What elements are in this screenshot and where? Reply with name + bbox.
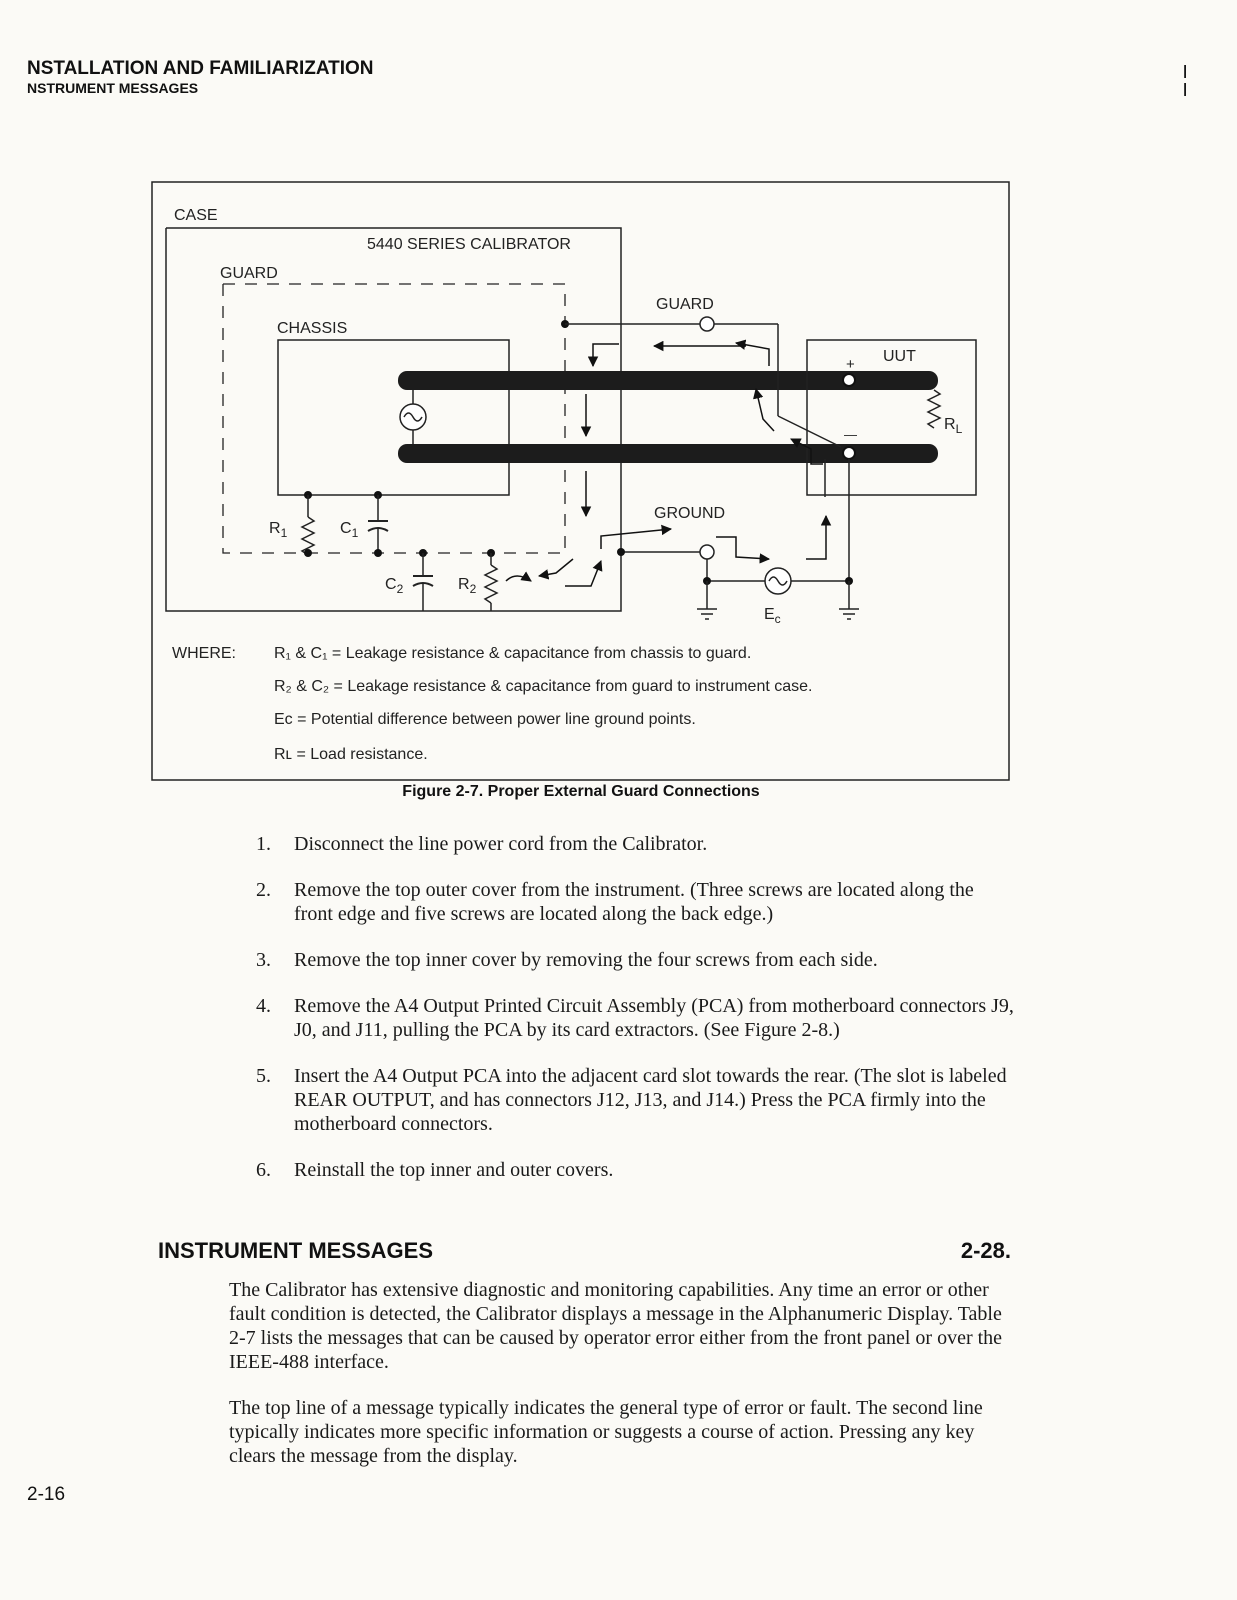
output-lead-low xyxy=(398,444,938,463)
section-paragraph-2: The top line of a message typically indicates the general type of error or fault. The second line typically indicates more specific information or suggests a course of action. Pressing any key clears the message from the display. xyxy=(229,1397,983,1467)
guard-inner-label: GUARD xyxy=(220,265,278,282)
c1-label: $C_1$ xyxy=(340,520,359,540)
section-number: 2-28. xyxy=(960,1238,1011,1263)
margin-mark: | xyxy=(1183,62,1187,78)
calibrator-label: 5440 SERIES CALIBRATOR xyxy=(367,236,571,253)
margin-mark: | xyxy=(1183,80,1187,96)
ground-terminal xyxy=(700,545,714,559)
legend-line-2: R₂ & C₂ = Leakage resistance & capacitance from guard to instrument case. xyxy=(274,678,813,695)
uut-plus: + xyxy=(846,356,855,373)
running-header-title: NSTALLATION AND FAMILIARIZATION xyxy=(27,58,374,79)
r2-label: $R_2$ xyxy=(458,576,477,596)
case-label: CASE xyxy=(174,207,218,224)
legend-line-3: Eᴄ = Potential difference between power line ground points. xyxy=(274,711,696,728)
section-paragraph-1: The Calibrator has extensive diagnostic and monitoring capabilities. Any time an error or other fault condition is detected, the Calibrator displays a message in the Alphanumeric Display. Table 2-7 lists the messages that can be caused by operator error either from the front panel or over the IEEE-488 interface. xyxy=(229,1279,1003,1373)
uut-minus: — xyxy=(844,427,857,442)
list-item: 1. Disconnect the line power cord from the Calibrator. xyxy=(256,833,708,855)
uut-low-terminal xyxy=(843,447,855,459)
chassis-label: CHASSIS xyxy=(277,320,348,337)
load-resistor-icon xyxy=(928,390,940,428)
c2-label: $C_2$ xyxy=(385,576,404,596)
legend-where: WHERE: xyxy=(172,645,236,662)
legend-line-1: R₁ & C₁ = Leakage resistance & capacitance from chassis to guard. xyxy=(274,645,752,662)
guard-enclosure xyxy=(223,284,565,553)
r2-resistor-icon xyxy=(485,565,497,603)
list-item: 3. Remove the top inner cover by removing the four screws from each side. xyxy=(256,949,878,971)
list-item: 6. Reinstall the top inner and outer covers. xyxy=(256,1159,614,1181)
list-item: 5. Insert the A4 Output PCA into the adjacent card slot towards the rear. (The slot is labeled REAR OUTPUT, and has connectors J12, J13, and J14.) Press the PCA firmly into the motherboard connectors. xyxy=(256,1065,1007,1135)
chassis-box xyxy=(278,340,509,495)
figure-caption: Figure 2-7. Proper External Guard Connections xyxy=(402,783,760,800)
page-number: 2-16 xyxy=(27,1484,66,1505)
ground-label: GROUND xyxy=(654,505,726,522)
output-lead-high xyxy=(398,371,938,390)
r1-label: $R_1$ xyxy=(269,520,288,540)
running-header-subtitle: NSTRUMENT MESSAGES xyxy=(27,80,199,96)
list-item: 4. Remove the A4 Output Printed Circuit Assembly (PCA) from motherboard connectors J9, J0, and J11, pulling the PCA by its card extractors. (See Figure 2-8.) xyxy=(256,995,1014,1041)
ec-label: $E_c$ xyxy=(764,606,781,626)
uut-high-terminal xyxy=(843,374,855,386)
section-title: INSTRUMENT MESSAGES xyxy=(158,1238,434,1263)
list-item: 2. Remove the top outer cover from the instrument. (Three screws are located along the front edge and five screws are located along the back edge.) xyxy=(256,879,974,925)
guard-terminal-label: GUARD xyxy=(656,296,714,313)
guard-terminal xyxy=(700,317,714,331)
legend-line-4: Rʟ = Load resistance. xyxy=(274,746,428,763)
guard-connection-diagram xyxy=(151,181,1011,783)
uut-label: UUT xyxy=(883,348,916,365)
rl-label: $R_L$ xyxy=(944,416,963,436)
procedure-steps xyxy=(256,832,1016,1204)
